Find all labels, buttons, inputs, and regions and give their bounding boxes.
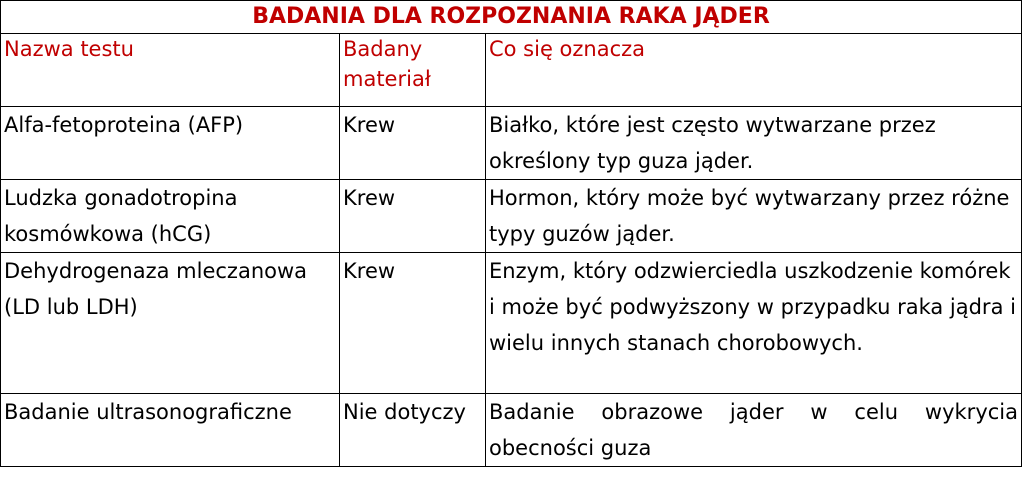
table-row [1, 180, 1022, 253]
title-row [1, 1, 1022, 34]
cell-material: Krew [340, 107, 486, 180]
header-meaning: Co się oznacza [486, 34, 1022, 107]
table-row [1, 253, 1022, 394]
header-material: Badany materiał [340, 34, 486, 107]
cell-material: Krew [340, 253, 486, 394]
cell-test-name: Dehydrogenaza mleczanowa (LD lub LDH) [1, 253, 340, 394]
header-row [1, 34, 1022, 107]
cell-meaning: Białko, które jest często wytwarzane przez określony typ guza jąder. [486, 107, 1022, 180]
table-row [1, 394, 1022, 467]
table-title: BADANIA DLA ROZPOZNANIA RAKA JĄDER [1, 1, 1022, 34]
cell-test-name: Badanie ultrasonograficzne [1, 394, 340, 467]
cell-meaning: Badanie obrazowe jąder w celu wykrycia obecności guza [486, 394, 1022, 467]
cell-meaning: Hormon, który może być wytwarzany przez różne typy guzów jąder. [486, 180, 1022, 253]
header-test-name: Nazwa testu [1, 34, 340, 107]
table-row [1, 107, 1022, 180]
cell-material: Krew [340, 180, 486, 253]
cell-test-name: Ludzka gonadotropina kosmówkowa (hCG) [1, 180, 340, 253]
cell-meaning: Enzym, który odzwierciedla uszkodzenie komórek i może być podwyższony w przypadku raka jądra i wielu innych stanach chorobowych. [486, 253, 1022, 394]
cell-material: Nie dotyczy [340, 394, 486, 467]
cell-test-name: Alfa-fetoproteina (AFP) [1, 107, 340, 180]
